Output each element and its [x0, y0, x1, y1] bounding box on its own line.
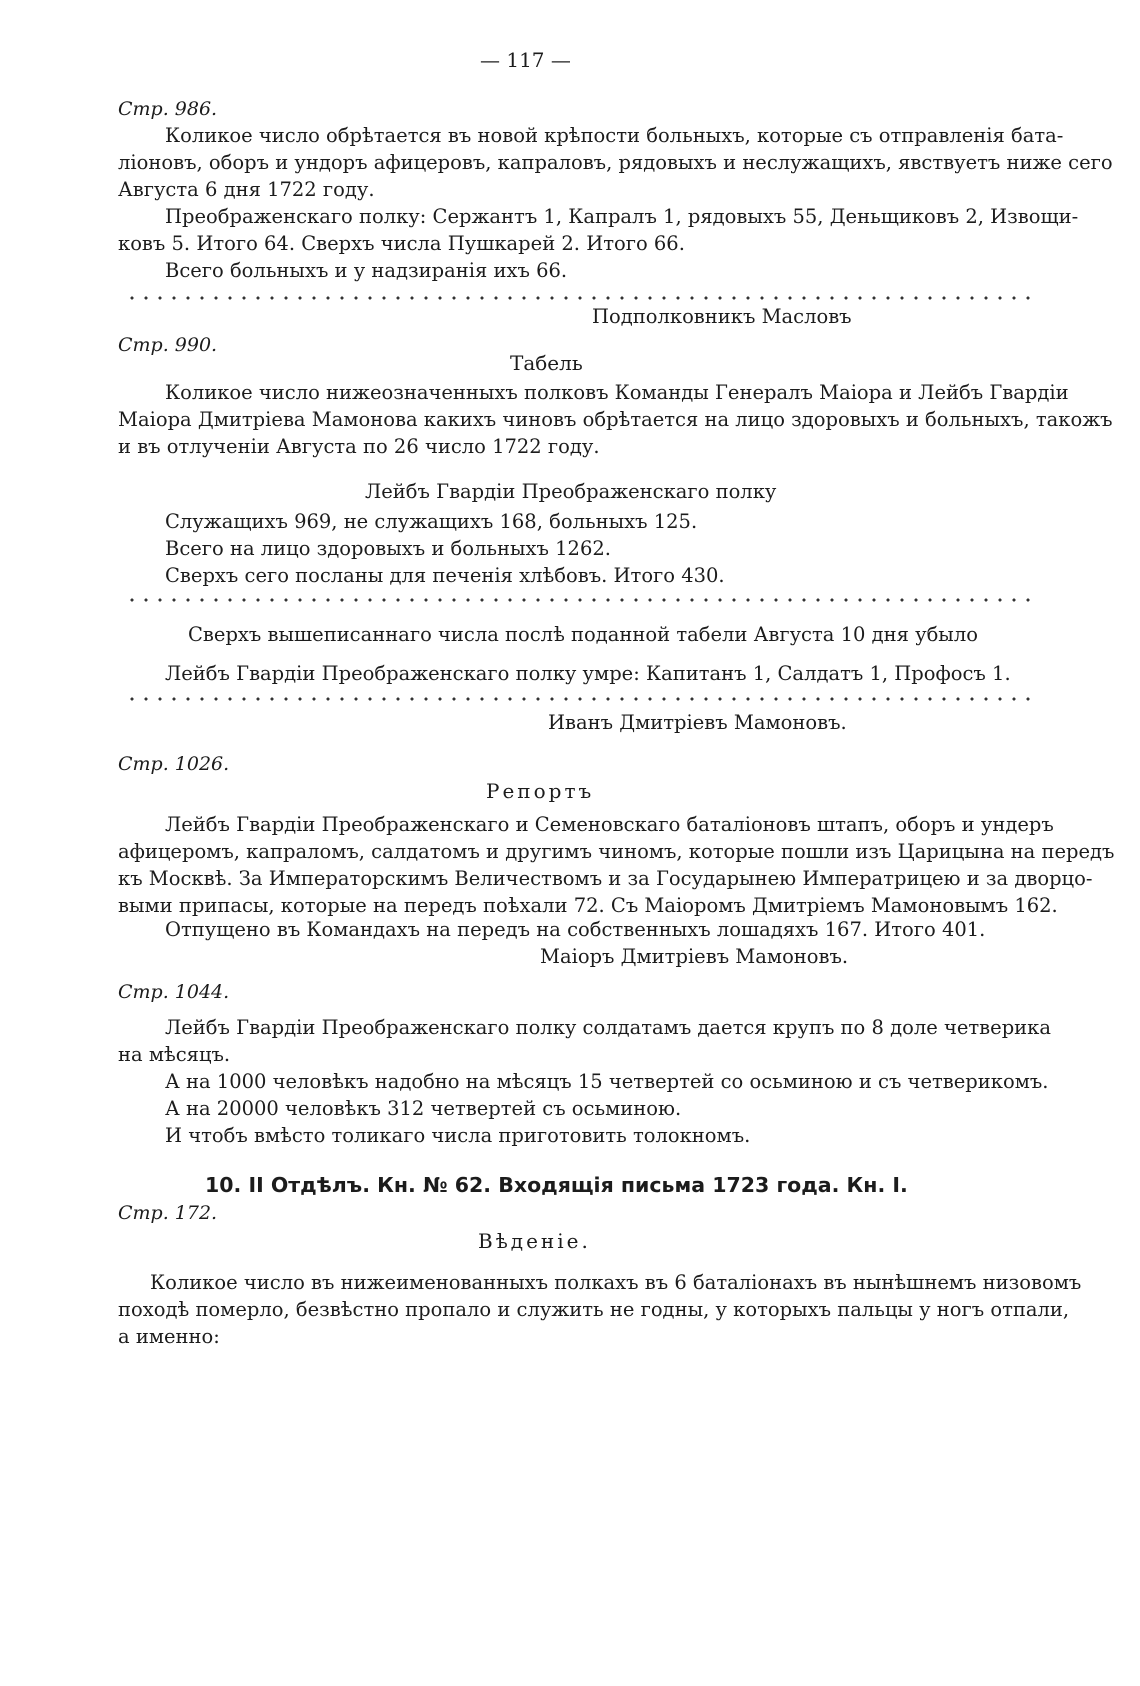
- paragraph-line: Всего на лицо здоровыхъ и больныхъ 1262.: [165, 537, 611, 560]
- dotted-separator: [125, 598, 1035, 602]
- paragraph-line: походѣ померло, безвѣстно пропало и служить не годны, у которыхъ пальцы у ногъ отпали,: [118, 1298, 1070, 1321]
- paragraph-line: Августа 6 дня 1722 году.: [118, 178, 375, 201]
- heading-tabel: Табель: [510, 351, 583, 375]
- signature: Иванъ Дмитріевъ Мамоновъ.: [548, 711, 847, 734]
- paragraph-line: Лейбъ Гвардіи Преображенскаго полку умре: Капитанъ 1, Салдатъ 1, Профосъ 1.: [165, 662, 1011, 685]
- paragraph-line: Коликое число въ нижеименованныхъ полкахъ въ 6 баталіонахъ въ нынѣшнемъ низовомъ: [150, 1271, 1082, 1294]
- paragraph-line: ліоновъ, оборъ и ундоръ афицеровъ, капраловъ, рядовыхъ и неслужащихъ, явствуетъ ниже сего: [118, 151, 1113, 174]
- page-reference-990: Стр. 990.: [118, 334, 218, 356]
- paragraph-line: Лейбъ Гвардіи Преображенскаго и Семеновскаго баталіоновъ штапъ, оборъ и ундеръ: [165, 813, 1054, 836]
- paragraph-line: Лейбъ Гвардіи Преображенскаго полку солдатамъ дается крупъ по 8 доле четверика: [165, 1016, 1051, 1039]
- paragraph-line: И чтобъ вмѣсто толикаго числа приготовить толокномъ.: [165, 1124, 751, 1147]
- page-number: — 117 —: [480, 48, 571, 72]
- heading-vedenie: Вѣденіе.: [478, 1229, 591, 1253]
- section-title: 10. II Отдѣлъ. Кн. № 62. Входящія письма 1723 года. Кн. I.: [205, 1173, 908, 1197]
- paragraph-line: А на 20000 человѣкъ 312 четвертей съ осьминою.: [165, 1097, 682, 1120]
- paragraph-line: Коликое число нижеозначенныхъ полковъ Команды Генералъ Маіора и Лейбъ Гвардіи: [165, 381, 1069, 404]
- paragraph-line: Преображенскаго полку: Сержантъ 1, Капралъ 1, рядовыхъ 55, Деньщиковъ 2, Извощи-: [165, 205, 1079, 228]
- paragraph-line: А на 1000 человѣкъ надобно на мѣсяцъ 15 четвертей со осьминою и съ четверикомъ.: [165, 1070, 1049, 1093]
- signature: Подполковникъ Масловъ: [592, 305, 852, 328]
- paragraph-line: Служащихъ 969, не служащихъ 168, больныхъ 125.: [165, 510, 698, 533]
- paragraph-line: и въ отлученіи Августа по 26 число 1722 году.: [118, 435, 600, 458]
- page-reference-986: Стр. 986.: [118, 98, 218, 120]
- dotted-separator: [125, 296, 1035, 300]
- page-reference-1044: Стр. 1044.: [118, 981, 230, 1003]
- paragraph-line: Сверхъ сего посланы для печенія хлѣбовъ. Итого 430.: [165, 564, 725, 587]
- paragraph-line: ковъ 5. Итого 64. Сверхъ числа Пушкарей 2. Итого 66.: [118, 232, 685, 255]
- paragraph-line: афицеромъ, капраломъ, салдатомъ и другимъ чиномъ, которые пошли изъ Царицына на передъ: [118, 840, 1115, 863]
- paragraph-line: Всего больныхъ и у надзиранія ихъ 66.: [165, 259, 568, 282]
- page-reference-1026: Стр. 1026.: [118, 753, 230, 775]
- paragraph-line: на мѣсяцъ.: [118, 1043, 231, 1066]
- paragraph-line: Коликое число обрѣтается въ новой крѣпости больныхъ, которые съ отправленія бата-: [165, 124, 1064, 147]
- dotted-separator: [125, 697, 1035, 701]
- paragraph-line: выми припасы, которые на передъ поѣхали 72. Съ Маіоромъ Дмитріемъ Мамоновымъ 162.: [118, 894, 1058, 917]
- page-reference-172: Стр. 172.: [118, 1202, 218, 1224]
- paragraph-line: къ Москвѣ. За Императорскимъ Величествомъ и за Государынею Императрицею и за дворцо-: [118, 867, 1093, 890]
- paragraph-line: Отпущено въ Командахъ на передъ на собственныхъ лошадяхъ 167. Итого 401.: [165, 918, 986, 941]
- paragraph-line: Сверхъ вышеписаннаго числа послѣ поданной табели Августа 10 дня убыло: [188, 623, 978, 646]
- signature: Маіоръ Дмитріевъ Мамоновъ.: [540, 945, 849, 968]
- paragraph-line: а именно:: [118, 1325, 220, 1348]
- heading-regiment: Лейбъ Гвардіи Преображенскаго полку: [365, 480, 777, 503]
- heading-report: Репортъ: [486, 779, 595, 803]
- paragraph-line: Маіора Дмитріева Мамонова какихъ чиновъ обрѣтается на лицо здоровыхъ и больныхъ, такожъ: [118, 408, 1113, 431]
